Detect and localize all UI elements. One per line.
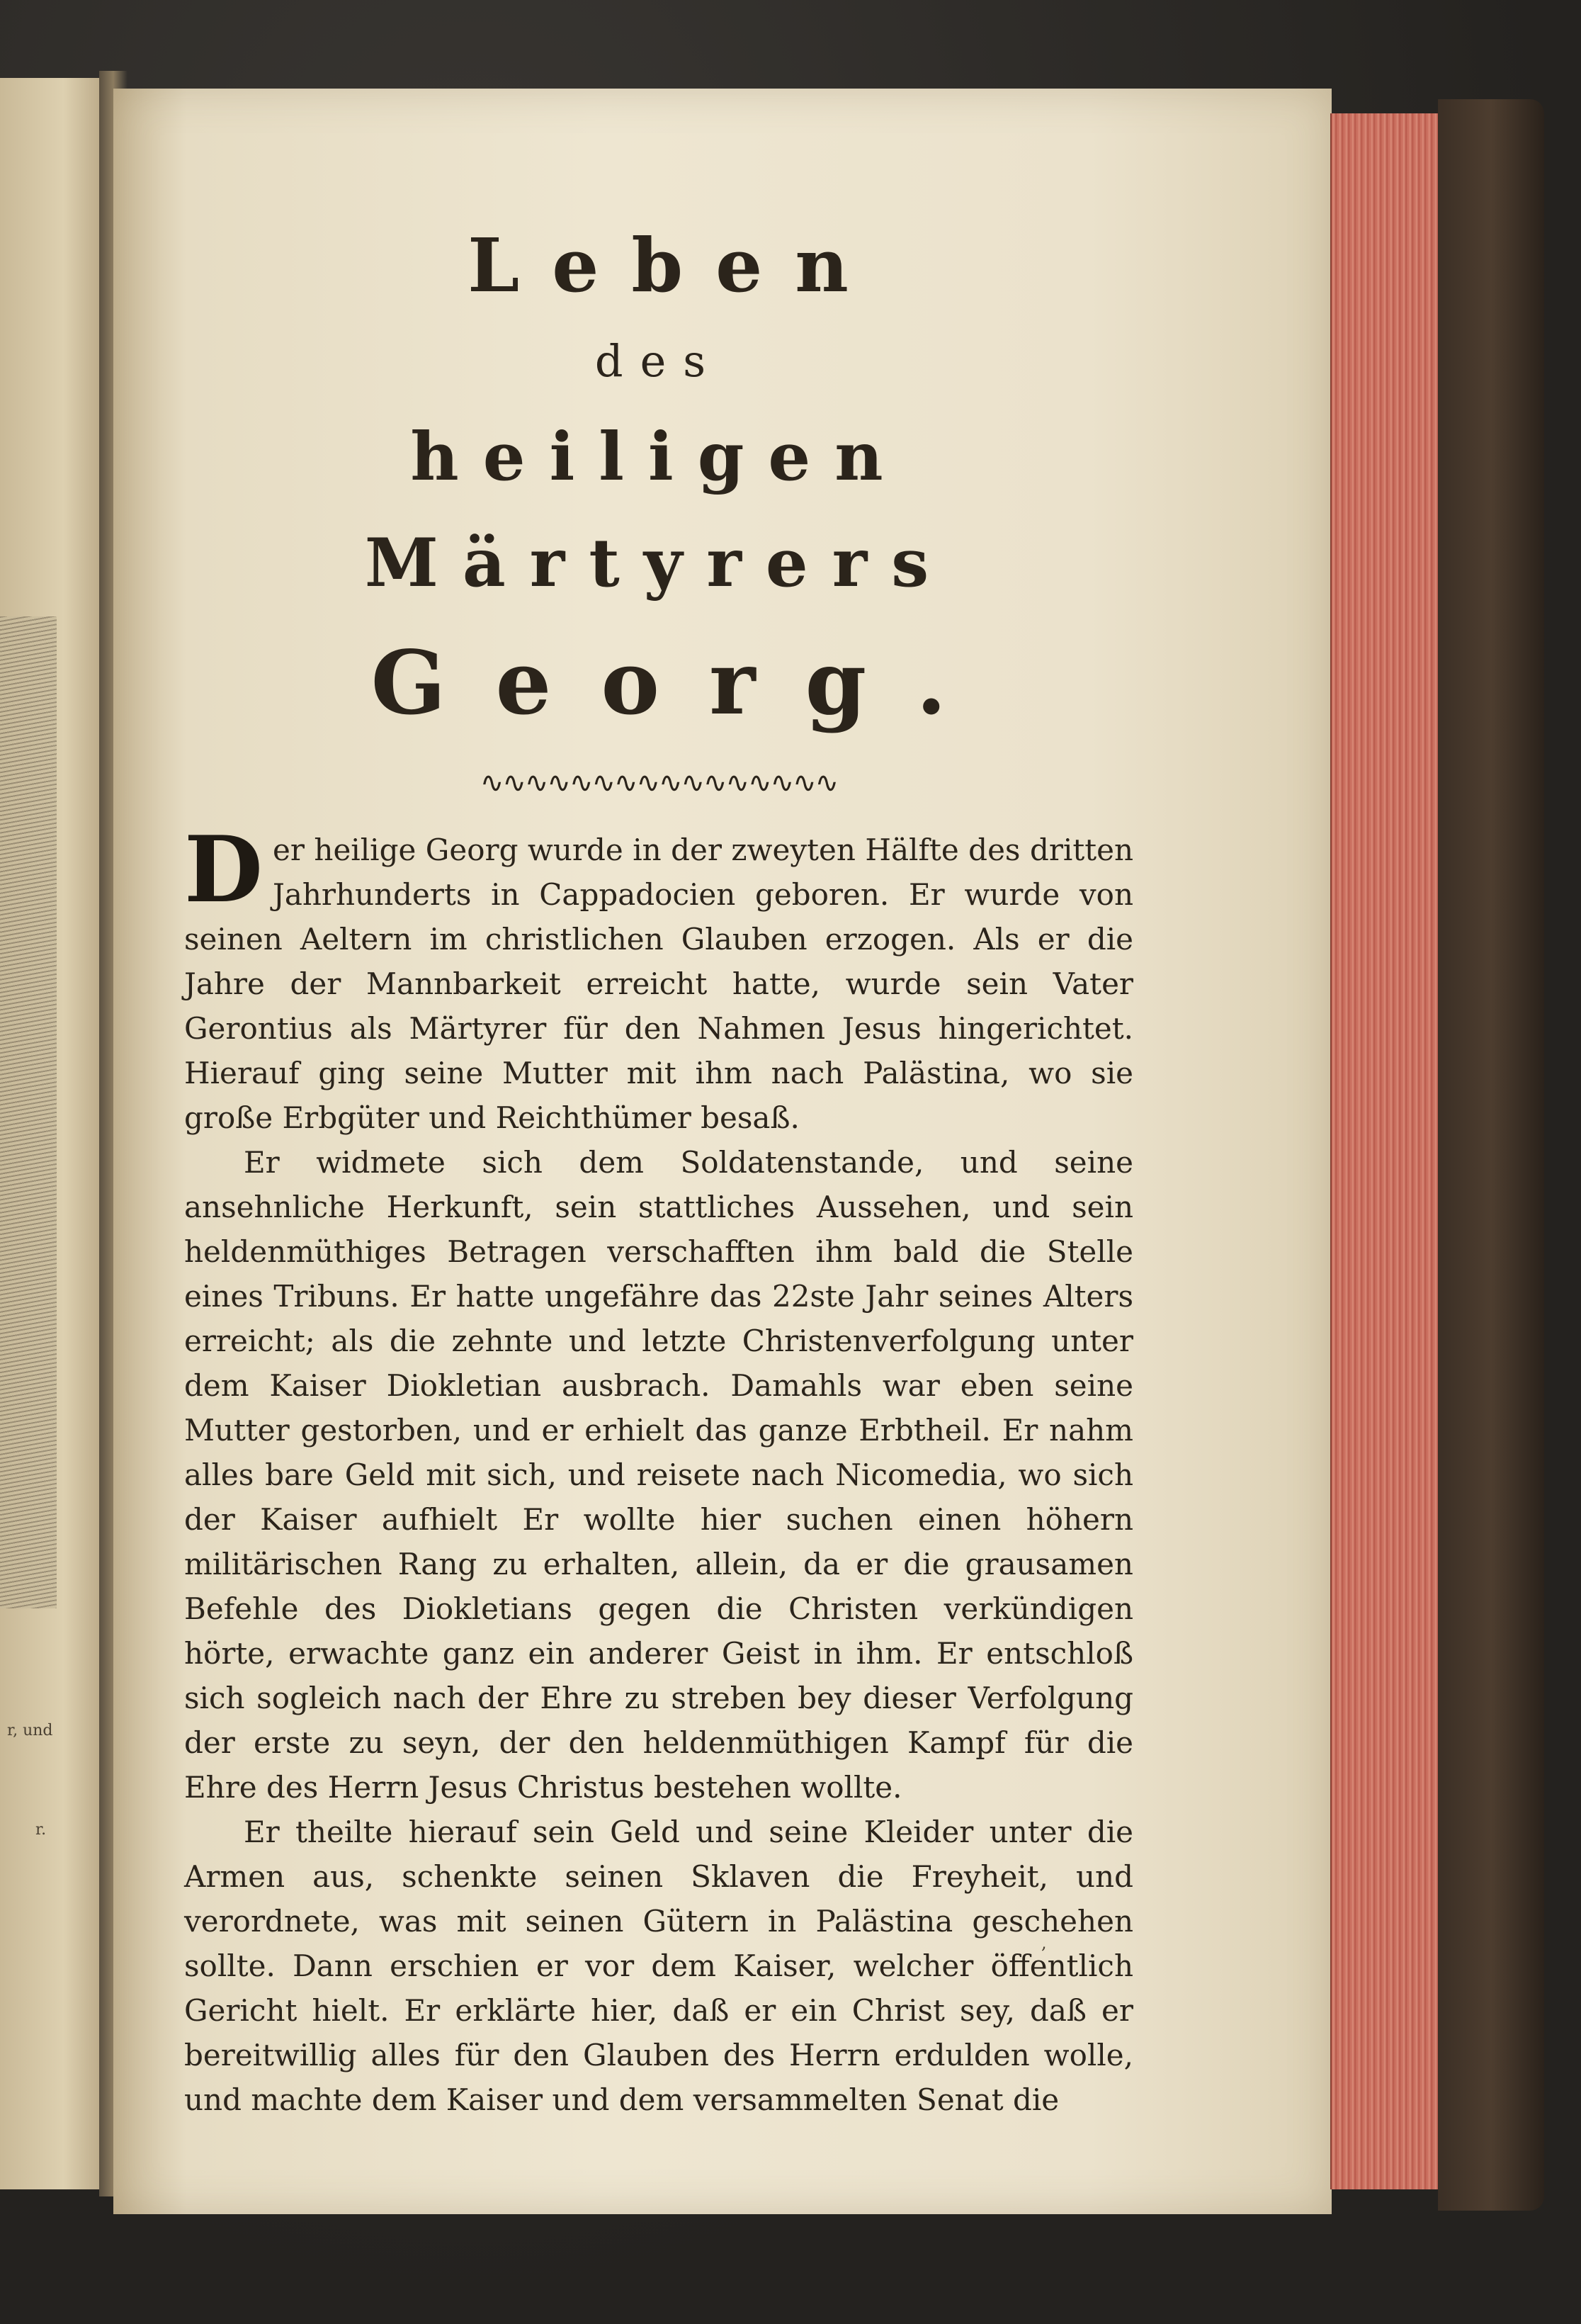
title-line-des: des [594,335,723,387]
engraving-fragment [0,616,57,1608]
drop-cap: D [184,817,263,923]
paragraph-3: Er theilte hierauf sein Geld und seine Kleider unter die Armen aus, schenkte seinen Sklaven die Freyheit, und verordnete, was mit seinen Gütern in Palästina geschehen sollte. Dann erschien er vor dem Kaiser, welcher öffentlich Gericht hielt. Er erklärte hier, daß er ein Christ sey, daß er bereitwillig alles für den Glauben des Herrn erdulden wolle, und machte dem Kaiser und dem versammelten Senat die [184,1815,1133,2117]
cover-edge [1438,99,1544,2211]
red-page-edges [1330,113,1445,2189]
left-margin-note: r, und [7,1722,53,1739]
paragraph-1-text: er heilige Georg wurde in der zweyten Hälfte des dritten Jahrhunderts in Cappadocien geboren. Er wurde von seinen Aeltern im christlichen Glauben erzogen. Als er die Jahre der Mannbarkeit erreicht hatte, wurde sein Vater Gerontius als Märtyrer für den Nahmen Jesus hingerichtet. Hierauf ging seine Mutter mit ihm nach Palästina, wo sie große Erbgüter und Reichthümer besaß. [184,833,1133,1135]
ornamental-divider: ∿∿∿∿∿∿∿∿∿∿∿∿∿∿∿∿ [480,767,838,799]
left-page [0,78,108,2189]
left-margin-note: r. [35,1821,47,1839]
paragraph-1 [184,817,1133,1140]
title-line-leben: Leben [468,222,881,309]
page-content [184,213,1133,2122]
title-line-martyrers: heiligen Märtyrers [364,418,953,602]
body-text [184,817,1133,2122]
catchword-mark: , [1041,1933,1047,1953]
paragraph-2: Er widmete sich dem Soldatenstande, und seine ansehnliche Herkunft, sein stattliches Aussehen, und sein heldenmüthiges Betragen verschafften ihm bald die Stelle eines Tribuns. Er hatte ungefähre das 22ste Jahr seines Alters erreicht; als die zehnte und letzte Christenverfolgung unter dem Kaiser Diokletian ausbrach. Damahls war eben seine Mutter gestorben, und er erhielt das ganze Erbtheil. Er nahm alles bare Geld mit sich, und reisete nach Nicomedia, wo sich der Kaiser aufhielt Er wollte hier suchen einen höhern militärischen Rang zu erhalten, allein, da er die grausamen Befehle des Diokletians gegen die Christen verkündigen hörte, erwachte ganz ein anderer Geist in ihm. Er entschloß sich sogleich nach der Ehre zu streben bey dieser Verfolgung der erste zu seyn, der den heldenmüthigen Kampf für die Ehre des Herrn Jesus Christus bestehen wollte. [184,1145,1133,1805]
title-line-georg: Georg. [370,632,997,735]
